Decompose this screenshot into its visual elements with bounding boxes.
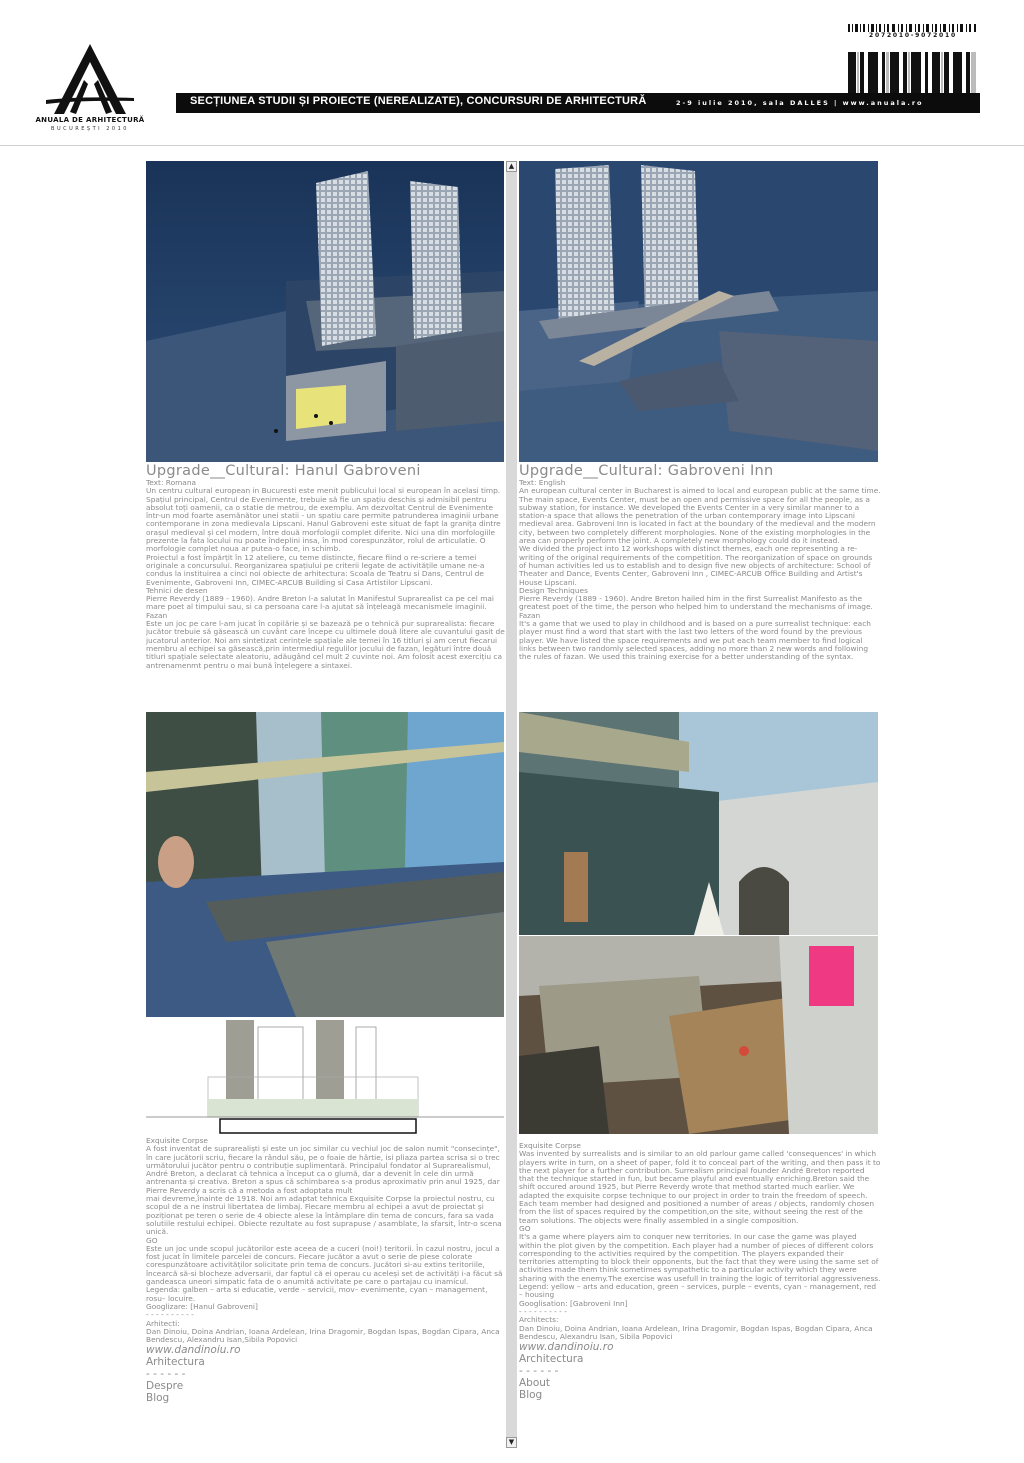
right-para-5: Was invented by surrealists and is similar to an old parlour game called 'consequences' in which players write in turn, on a sheet of paper, fold it to conceal part of the writing, and then pass it to the next player for a further contribution. Surrealism principal founder André Breton reported that the technique started in fun, but became playful and eventually enriching.Breton said the shift occured around 1925, but Pierre Reverdy wrote that method started much earlier. We adapted the exquisite corpse technique to our project in order to train the freedom of speech. Each team member had designed and positioned a number of areas / objects, randomly chosen from the list of spaces required by the competition,on the site, without seeing the rest of the team solutions. The objects were finally assembled in a single composition. <box>519 1149 881 1225</box>
left-dashes-2: - - - - - - <box>146 1368 186 1381</box>
left-para-3: Pierre Reverdy (1889 - 1960). Andre Breton l-a salutat în Manifestul Suprarealist ca pe cel mai mare poet al timpului sau, si ca persoana care l-a ajutat să înțeleagă mecanismele imaginii. <box>146 594 494 612</box>
banner-title: SECȚIUNEA STUDII ȘI PROIECTE (NEREALIZATE), CONCURSURI DE ARHITECTURĂ <box>190 95 647 107</box>
right-link-blog[interactable]: Blog <box>519 1389 543 1402</box>
left-para-1: Un centru cultural european in Bucuresti este menit publicului local si european în acelasi timp. Spațiul principal, Centrul de Evenimente, trebuie să fie un spațiu deschis și admisibil pentru absolut toți oamenii, ca o statie de metrou, de exemplu. Am dezvoltat Centrul de Evenimente într-un mod foarte asemănător unei statii - un spatiu care permite patrunderea imaginii urbane contemporane in zona medievala Lipscani. Hanul Gabroveni este situat de fapt la granița dintre orașul medieval și cel modern, între două morfologii complet diferite. Nici una din morfologiile prezente la fata locului nu poate îndeplini insa, în mod corespunzător, rolul de articulatie. O morfologie complet noua ar putea-o face, in schimb. <box>146 486 501 554</box>
left-text-block-2 <box>146 1137 504 1404</box>
right-dashes-2: - - - - - - <box>519 1365 559 1378</box>
left-tech-label: Tehnici de desen <box>146 585 208 595</box>
right-arch-label: Architects: <box>519 1315 559 1325</box>
render-auditorium-image <box>519 936 878 1134</box>
scroll-up-icon[interactable]: ▲ <box>506 161 517 172</box>
right-para-6: It's a game where players aim to conquer new territories. In our case the game was played within the plot given by the competition. Each player had a number of pieces of different colors <box>519 1232 874 1250</box>
right-tech-label: Design Techniques <box>519 585 588 595</box>
right-google: Googlisation: [Gabroveni Inn] <box>519 1298 628 1308</box>
anuala-logo-icon <box>40 40 140 140</box>
render-night-towers-image <box>146 161 504 462</box>
right-para-7: corresponding to the activities required by the competition. The players expanded their territories attempting to block their opponents, but the fact that they were using the same set of activities made them think sometimes sympathetic to a particular activity which they were sharing with the enemy.The exercise was usefull in training the logic of territorial aggressiveness. Legend: yellow – arts and education, green – services, purple – events, cyan – management, red – housing <box>519 1248 881 1300</box>
left-link-blog[interactable]: Blog <box>146 1392 170 1405</box>
left-para-2: Proiectul a fost împărțit în 12 ateliere, cu teme distincte, fiecare fiind o re-scriere a temei originale a concursului. Reorganizarea spațiului pe criterii legate de activitățile umane ne-a condus la instituirea a cinci noi obiecte de arhitectura: Scoala de Teatru si Dans, Centrul de Evenimente, Gabroveni Inn, CIMEC-ARCUB Building si Casa Artistilor Lipscani. <box>146 552 485 587</box>
left-text-block <box>146 463 506 670</box>
left-dashes: - - - - - - - - - - <box>146 1310 194 1320</box>
left-link-despre[interactable]: Despre <box>146 1380 184 1393</box>
left-arch-label: Arhitecti: <box>146 1318 180 1328</box>
right-site-link[interactable]: www.dandinoiu.ro <box>519 1341 614 1354</box>
right-dashes: - - - - - - - - - - <box>519 1306 567 1316</box>
left-para-5: A fost inventat de suprarealiști și este un joc similar cu vechiul joc de salon numit "consecințe", în care jucătorii scriu, fiecare la rândul său, pe o foaie de hârtie, isi pliaza partea scrisa si o trec următorului jucător pentru o contribuție suplimentară. Principalul fondator al Suprarealismul, André Breton, a declarat că tehnica a început ca o glumă, dar a devenit în cele din urmă antrenanta și creativa. Breton a spus că schimbarea s-a produs aproximativ prin anul 1925, dar Pierre Reverdy a scris că a metoda a fost adoptata mult <box>146 1144 500 1195</box>
logo-title: ANUALA DE ARHITECTURĂ <box>35 116 145 124</box>
right-text-label: Text: English <box>519 478 566 487</box>
right-project-title: Upgrade__Cultural: Gabroveni Inn <box>519 463 774 479</box>
left-google: Googlizare: [Hanul Gabroveni] <box>146 1301 258 1311</box>
right-para-4: It's a game that we used to play in childhood and is based on a pure surrealist technique: each player must find a word that start with the last two letters of the word found by the previous player. We have listed the space requirements and we put each team member to find logical links between two randomly selected spaces, adding no more than 2 new words and following the rules of fazan. We used this training exercise for a better understanding of the syntax. <box>519 619 871 662</box>
left-para-6: mai devreme,înainte de 1918. Noi am adaptat tehnica Exquisite Corpse la proiectul nostru, cu scopul de a ne instrui libertatea de limbaj. Fiecare membru al echipei a avut de proiectat și poziționat pe teren o serie de 4 obiecte alese la întâmplare din tema de concurs, fara sa vada solutiile restului echipei. Obiecte rezultate au fost suprapuse / asamblate, la sfarsit, într-o scena unică. <box>146 1194 502 1237</box>
right-text-block <box>519 463 881 662</box>
right-architects: Dan Dinoiu, Doina Andrian, Ioana Ardelean, Irina Dragomir, Bogdan Ispas, Bogdan Cipara, Anca Bendescu, Alexandru Isan, Sibila Popovici <box>519 1323 873 1341</box>
right-text-block-2 <box>519 1142 881 1401</box>
left-fazan-label: Fazan <box>146 610 168 620</box>
left-text-label: Text: Romana <box>146 478 197 487</box>
left-project-title: Upgrade__Cultural: Hanul Gabroveni <box>146 463 421 479</box>
left-site-link[interactable]: www.dandinoiu.ro <box>146 1344 241 1357</box>
left-legend: Legenda: galben – arta si educatie, verde – servicii, mov– evenimente, cyan – management, rosu– locuire. <box>146 1285 488 1303</box>
render-courtyard-image <box>519 712 878 935</box>
logo-subtitle: BUCUREȘTI 2010 <box>51 126 129 132</box>
render-night-bridge-image <box>519 161 878 462</box>
right-link-architectura[interactable]: Architectura <box>519 1353 584 1366</box>
left-ec-label: Exquisite Corpse <box>146 1136 208 1145</box>
render-glass-tower-image <box>146 712 504 1017</box>
scroll-down-icon[interactable]: ▼ <box>506 1437 517 1448</box>
right-para-1: An european cultural center in Bucharest is aimed to local and european public at the same time. The main space, Events Center, must be an open and permissive space for all the people, as a subway station, for instance. We developed the Events Center in a very similar manner to a station-a space that allows the penetration of the urban contemporary image into Lipscani medieval area. Gabroveni Inn is located in fact at the boundary of the medieval and the modern city, between two completely different morphologies. None of the existing morphologies in the area can properly perform the joint. A completely new morphology could do it instead. <box>519 486 881 546</box>
right-go-label: GO <box>519 1223 531 1233</box>
barcode-numbers: 2072010-9072010 <box>848 32 978 39</box>
right-link-about[interactable]: About <box>519 1377 551 1390</box>
left-go-label: GO <box>146 1235 158 1245</box>
right-ec-label: Exquisite Corpse <box>519 1141 581 1150</box>
page-header <box>0 0 1024 146</box>
right-para-2: We divided the project into 12 workshops with distinct themes, each one representing a re-writing of the original requirements of the competition. The reorganization of space on grounds of human activities led us to establish and to design five new objects of architecture: School of Theater and Dance, Events Center, Gabroveni Inn , CIMEC-ARCUB Office Building and Artist's House Lipscani. <box>519 544 873 587</box>
left-para-4: Este un joc pe care l-am jucat în copilărie și se bazează pe o tehnică pur suprarealista: fiecare jucător trebuie să găsească un cuvânt care începe cu ultimele două litere ale cuvantului gasit de jucatorul anterior. Noi am sintetizat cerințele spațiale ale temei în 16 titluri și am cerut fiecarui membru al echipei sa găsească,prin intermediul regulilor jocului de fazan, legături între două titluri spațiale selectate aleatoriu, adăugând cel mult 2 cuvinte noi. Am folosit acest exercițiu ca antrenamenmt pentru o mai bună înțelegere a sintaxei. <box>146 619 505 670</box>
scrollbar-track[interactable] <box>506 161 517 1448</box>
left-link-arhitectura[interactable]: Arhitectura <box>146 1356 205 1369</box>
section-drawing-image <box>146 1017 504 1135</box>
right-fazan-label: Fazan <box>519 610 541 620</box>
banner-info: 2-9 iulie 2010, sala DALLES | www.anuala.ro <box>676 99 924 107</box>
left-para-7: Este un joc unde scopul jucătorilor este aceea de a cuceri (noi!) teritorii. În cazul nostru, jocul a fost jucat în limitele parcelei de concurs. Fiecare jucător a avut o serie de piese colorate corespunzătoare activităților solicitate prin tema de concurs. Jucători si-au extins teritoriile, încearcă să-si blocheze adversarii, dar faptul că ei operau cu aceleși set de activități i-a făcut să gandeasca uneori simpatic fata de o anumită activitate pe care o partajau cu inamicul. <box>146 1243 503 1287</box>
header-divider <box>0 145 1024 146</box>
right-para-3: Pierre Reverdy (1889 - 1960). Andre Breton hailed him in the first Surrealist Manifesto as the greatest poet of the time, the person who helped him to understand the mechanisms of image. <box>519 594 873 612</box>
left-architects: Dan Dinoiu, Doina Andrian, Ioana Ardelean, Irina Dragomir, Bogdan Ispas, Bogdan Cipara, Anca Bendescu, Alexandru Isan,Sibila Popovici <box>146 1326 500 1345</box>
